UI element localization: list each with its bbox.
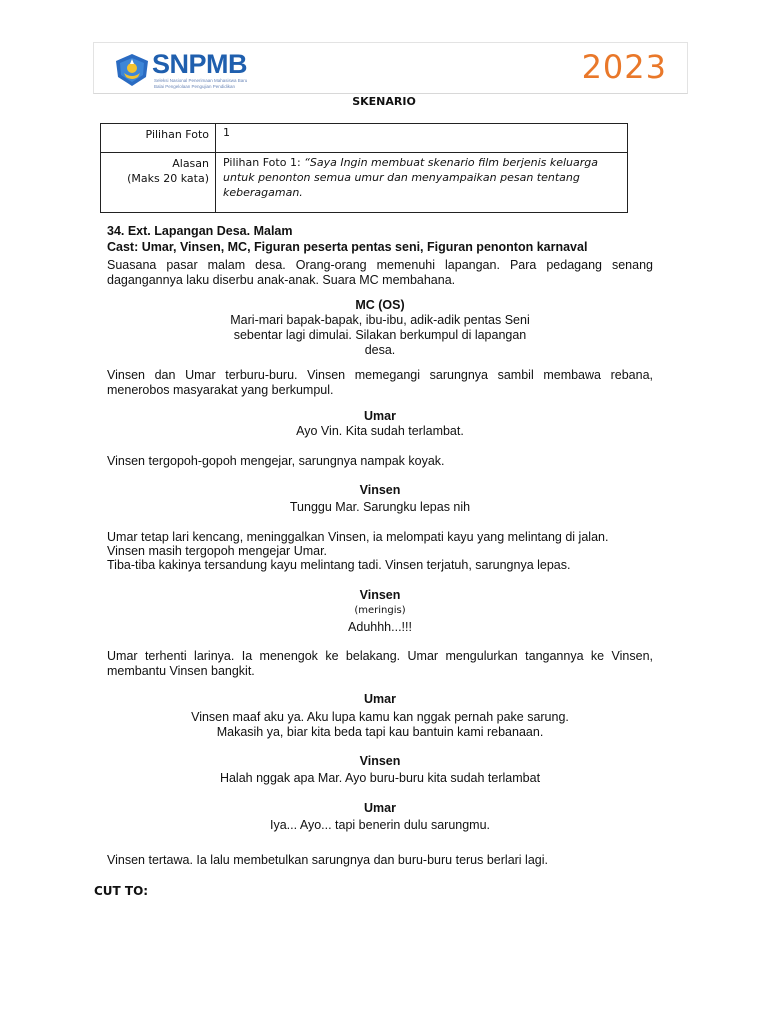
- action-paragraph: Suasana pasar malam desa. Orang-orang memenuhi lapangan. Para pedagang senang dagangannya laku diserbu anak-anak. Suara MC membahana.: [107, 258, 653, 287]
- info-table: [100, 123, 628, 213]
- dialogue-line: Makasih ya, biar kita beda tapi kau bantuin kami rebanaan.: [216, 725, 544, 739]
- logo-subtitle-2: Balai Pengelolaan Pengujian Pendidikan: [154, 84, 236, 89]
- table-row: [101, 153, 628, 213]
- dialogue-line: Tunggu Mar. Sarungku lepas nih: [289, 500, 471, 514]
- document-header: [93, 42, 688, 94]
- table-row: [101, 124, 628, 153]
- character-name: Umar: [364, 692, 396, 706]
- transition-cut-to: CUT TO:: [94, 884, 149, 898]
- alasan-prefix: Pilihan Foto 1:: [223, 156, 305, 169]
- logo-subtitle: Seleksi Nasional Penerimaan Mahasiswa Baru: [154, 78, 248, 83]
- character-name: MC (OS): [355, 298, 405, 312]
- alasan-value: [216, 153, 628, 213]
- alasan-label-line2: (Maks 20 kata): [127, 172, 209, 185]
- parenthetical: (meringis): [354, 605, 406, 616]
- dialogue-line: Ayo Vin. Kita sudah terlambat.: [296, 424, 464, 438]
- alasan-label: [101, 153, 216, 213]
- dialogue-line: Aduhhh...!!!: [348, 620, 412, 634]
- character-name: Umar: [364, 801, 396, 815]
- action-paragraph: Vinsen dan Umar terburu-buru. Vinsen memegangi sarungnya sambil membawa rebana, menerobos masyarakat yang berkumpul.: [107, 368, 653, 397]
- cast-line: Cast: Umar, Vinsen, MC, Figuran peserta pentas seni, Figuran penonton karnaval: [107, 240, 588, 254]
- dialogue-line: Halah nggak apa Mar. Ayo buru-buru kita sudah terlambat: [219, 771, 541, 785]
- alasan-label-line1: Alasan: [172, 157, 209, 170]
- action-paragraph: Umar tetap lari kencang, meninggalkan Vinsen, ia melompati kayu yang melintang di jalan.: [107, 530, 609, 544]
- pilihan-foto-label: Pilihan Foto: [101, 124, 216, 153]
- action-paragraph: Vinsen tertawa. Ia lalu membetulkan sarungnya dan buru-buru terus berlari lagi.: [107, 853, 548, 867]
- scene-heading: 34. Ext. Lapangan Desa. Malam: [107, 224, 293, 238]
- dialogue-line: sebentar lagi dimulai. Silakan berkumpul di lapangan: [233, 328, 527, 342]
- dialogue-line: desa.: [364, 343, 396, 357]
- dialogue-line: Vinsen maaf aku ya. Aku lupa kamu kan nggak pernah pake sarung.: [191, 710, 569, 724]
- character-name: Vinsen: [359, 588, 401, 602]
- dialogue-line: Mari-mari bapak-bapak, ibu-ibu, adik-adik pentas Seni: [230, 313, 530, 327]
- alasan-quote: “Saya Ingin membuat skenario film berjenis keluarga untuk penonton semua umur dan menyampaikan pesan tentang keberagaman.: [223, 156, 599, 199]
- dialogue-line: Iya... Ayo... tapi benerin dulu sarungmu.: [269, 818, 491, 832]
- action-paragraph: Umar terhenti larinya. Ia menengok ke belakang. Umar mengulurkan tangannya ke Vinsen, membantu Vinsen bangkit.: [107, 649, 653, 678]
- character-name: Vinsen: [359, 754, 401, 768]
- character-name: Umar: [364, 409, 396, 423]
- logo-wordmark: SNPMB: [152, 49, 248, 79]
- snpmb-logo: [114, 51, 274, 91]
- pilihan-foto-value: 1: [216, 124, 628, 153]
- action-paragraph: Vinsen tergopoh-gopoh mengejar, sarungnya nampak koyak.: [107, 454, 445, 468]
- action-paragraph: Vinsen masih tergopoh mengejar Umar.: [107, 544, 328, 558]
- header-year: 2023: [581, 48, 667, 86]
- character-name: Vinsen: [359, 483, 401, 497]
- tut-wuri-handayani-emblem-icon: [114, 53, 150, 87]
- document-title: SKENARIO: [352, 95, 416, 108]
- action-paragraph: Tiba-tiba kakinya tersandung kayu melintang tadi. Vinsen terjatuh, sarungnya lepas.: [107, 558, 571, 572]
